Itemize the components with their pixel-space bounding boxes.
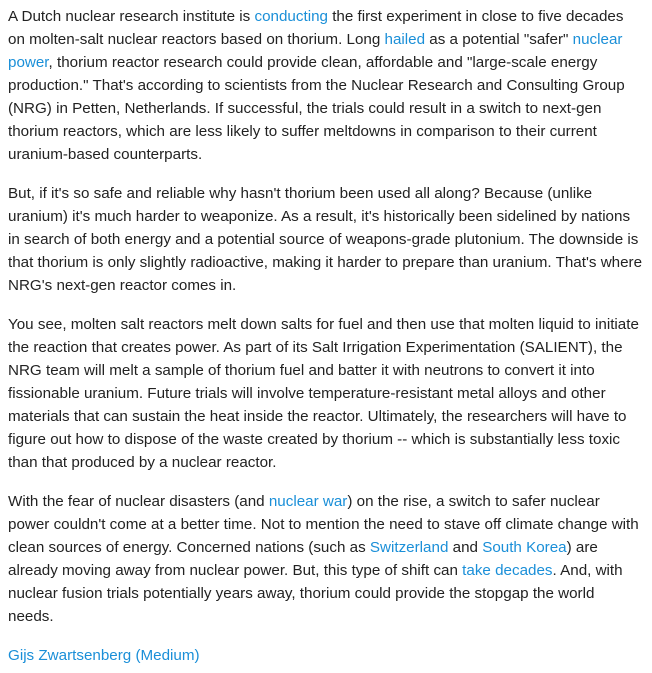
paragraph-text: ) on the rise, a switch to safer nuclear power couldn't come at a better time. Not to mention the need to stave off climate change with clean sources of energy. Concerned nations (such as — [8, 493, 639, 556]
paragraph-text: You see, molten salt reactors melt down salts for fuel and then use that molten liquid to initiate the reaction that creates power. As part of its Salt Irrigation Experimentation (SALIENT), the NRG team will melt a sample of thorium fuel and batter it with neutrons to convert it into fissionable uranium. Future trials will involve temperature-resistant metal alloys and other materials that can sustain the heat inside the reactor. Ultimately, the researchers will have to figure out how to dispose of the waste created by thorium -- which is substantially less toxic than that produced by a nuclear reactor. — [8, 316, 639, 471]
source-credit — [8, 644, 644, 667]
paragraph-text: as a potential "safer" — [425, 31, 573, 48]
paragraph-text: With the fear of nuclear disasters (and — [8, 493, 269, 510]
inline-link[interactable]: nuclear power — [8, 31, 623, 71]
paragraph-text: ) are already moving away from nuclear power. But, this type of shift can — [8, 539, 598, 579]
paragraph — [8, 5, 644, 166]
inline-link[interactable]: nuclear war — [268, 493, 348, 510]
inline-link[interactable]: South Korea — [482, 539, 567, 556]
inline-link[interactable]: conducting — [254, 8, 328, 25]
paragraph-text: . And, with nuclear fusion trials potentially years away, thorium could provide the stopgap the world needs. — [8, 562, 623, 625]
paragraph — [8, 182, 644, 297]
paragraph — [8, 490, 644, 628]
paragraph-text: , thorium reactor research could provide clean, affordable and "large-scale energy production." That's according to scientists from the Nuclear Research and Consulting Group (NRG) in Petten, Netherlands. If successful, the trials could result in a switch to next-gen thorium reactors, which are less likely to suffer meltdowns in comparison to their current uranium-based counterparts. — [8, 54, 625, 163]
paragraph-text: and — [448, 539, 483, 556]
paragraph-text: the first experiment in close to five decades on molten-salt nuclear reactors based on thorium. Long — [8, 8, 624, 48]
inline-link[interactable]: Switzerland — [369, 539, 449, 556]
paragraph-text: A Dutch nuclear research institute is — [8, 8, 255, 25]
inline-link[interactable]: hailed — [384, 31, 426, 48]
inline-link[interactable]: take decades — [462, 562, 553, 579]
paragraph-text: But, if it's so safe and reliable why hasn't thorium been used all along? Because (unlike uranium) it's much harder to weaponize. As a result, it's historically been sidelined by nations in search of both energy and a potential source of weapons-grade plutonium. The downside is that thorium is only slightly radioactive, making it harder to prepare than uranium. That's where NRG's next-gen reactor comes in. — [8, 185, 643, 294]
paragraph — [8, 313, 644, 474]
source-link[interactable]: Gijs Zwartsenberg (Medium) — [8, 647, 200, 664]
